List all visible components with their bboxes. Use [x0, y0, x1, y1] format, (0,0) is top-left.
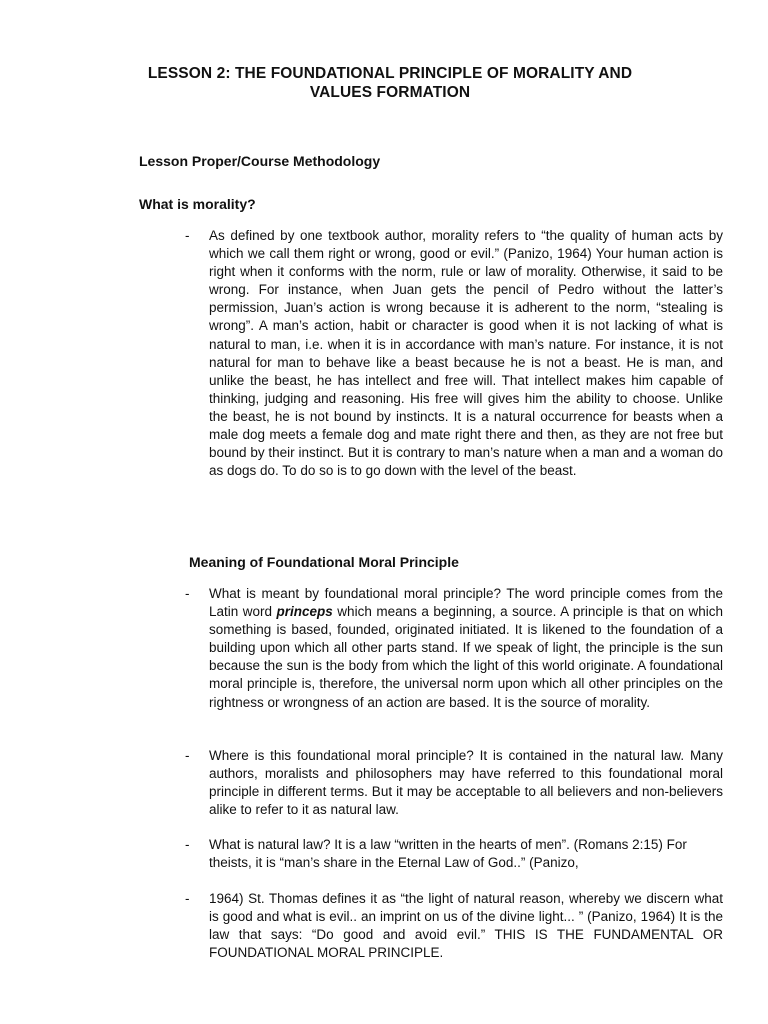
bullet-meaning — [185, 585, 723, 712]
bullet-morality-definition — [185, 227, 723, 480]
heading-what-is-morality: What is morality? — [139, 196, 256, 212]
bullet-dash: - — [185, 228, 190, 243]
paragraph-meaning — [209, 585, 723, 712]
bullet-where — [185, 747, 723, 819]
bullet-dash: - — [185, 586, 190, 601]
bullet-dash: - — [185, 748, 190, 763]
title-line-2: VALUES FORMATION — [309, 84, 471, 101]
heading-meaning-foundational-principle: Meaning of Foundational Moral Principle — [189, 554, 459, 570]
paragraph-natural-law: What is natural law? It is a law “written in the hearts of men”. (Romans 2:15) For theists, it is “man’s share in the Eternal Law of God..” (Panizo, — [209, 837, 687, 871]
paragraph-where: Where is this foundational moral principle? It is contained in the natural law. Many authors, moralists and philosophers may have referred to this foundational moral principle in different terms. But it may be acceptable to all believers and non-believers alike to refer to it as natural law. — [209, 748, 723, 818]
term-princeps: princeps — [276, 604, 333, 620]
bullet-st-thomas — [185, 890, 723, 962]
paragraph-morality: As defined by one textbook author, morality refers to “the quality of human acts by which we call them right or wrong, good or evil.” (Panizo, 1964) Your human action is right when it conforms with the norm, rule or law of morality. Otherwise, it said to be wrong. For instance, when Juan gets the pencil of Pedro without the latter’s permission, Juan’s action is wrong because it is adherent to the norm, “stealing is wrong”. A man’s action, habit or character is good when it is not lacking of what is natural to man, i.e. when it is in accordance with man’s nature. For instance, it is not natural for man to behave like a beast because he is not a beast. He is man, and unlike the beast, he has intellect and free will. That intellect makes him capable of thinking, judging and reasoning. His free will gives him the ability to choose. Unlike the beast, he is not bound by instincts. It is a natural occurrence for beasts when a male dog meets a female dog and mate right there and then, as they are not free but bound by their instinct. But it is contrary to man’s nature when a man and a woman do as dogs do. To do so is to go down with the level of the beast. — [209, 228, 723, 479]
paragraph-meaning-part-a: What is meant by foundational moral principle? The word principle comes from the Latin word — [209, 586, 723, 620]
bullet-dash: - — [185, 891, 190, 906]
heading-lesson-proper: Lesson Proper/Course Methodology — [139, 153, 381, 169]
paragraph-st-thomas: 1964) St. Thomas defines it as “the light of natural reason, whereby we discern what is good and what is evil.. an imprint on us of the divine light... ” (Panizo, 1964) It is the law that says: “Do good and avoid evil.” THIS IS THE FUNDAMENTAL OR FOUNDATIONAL MORAL PRINCIPLE. — [209, 891, 723, 961]
bullet-natural-law — [185, 836, 723, 872]
bullet-dash: - — [185, 837, 190, 852]
paragraph-meaning-part-b: which means a beginning, a source. A principle is that on which something is based, founded, originated initiated. It is likened to the foundation of a building upon which all other parts stand. If we speak of light, the principle is the sun because the sun is the body from which the light of this world originate. A foundational moral principle is, therefore, the universal norm upon which all other principles on the rightness or wrongness of an action are based. It is the source of morality. — [209, 604, 723, 710]
title-line-1: LESSON 2: THE FOUNDATIONAL PRINCIPLE OF MORALITY AND — [147, 65, 633, 82]
lesson-title — [120, 64, 660, 102]
